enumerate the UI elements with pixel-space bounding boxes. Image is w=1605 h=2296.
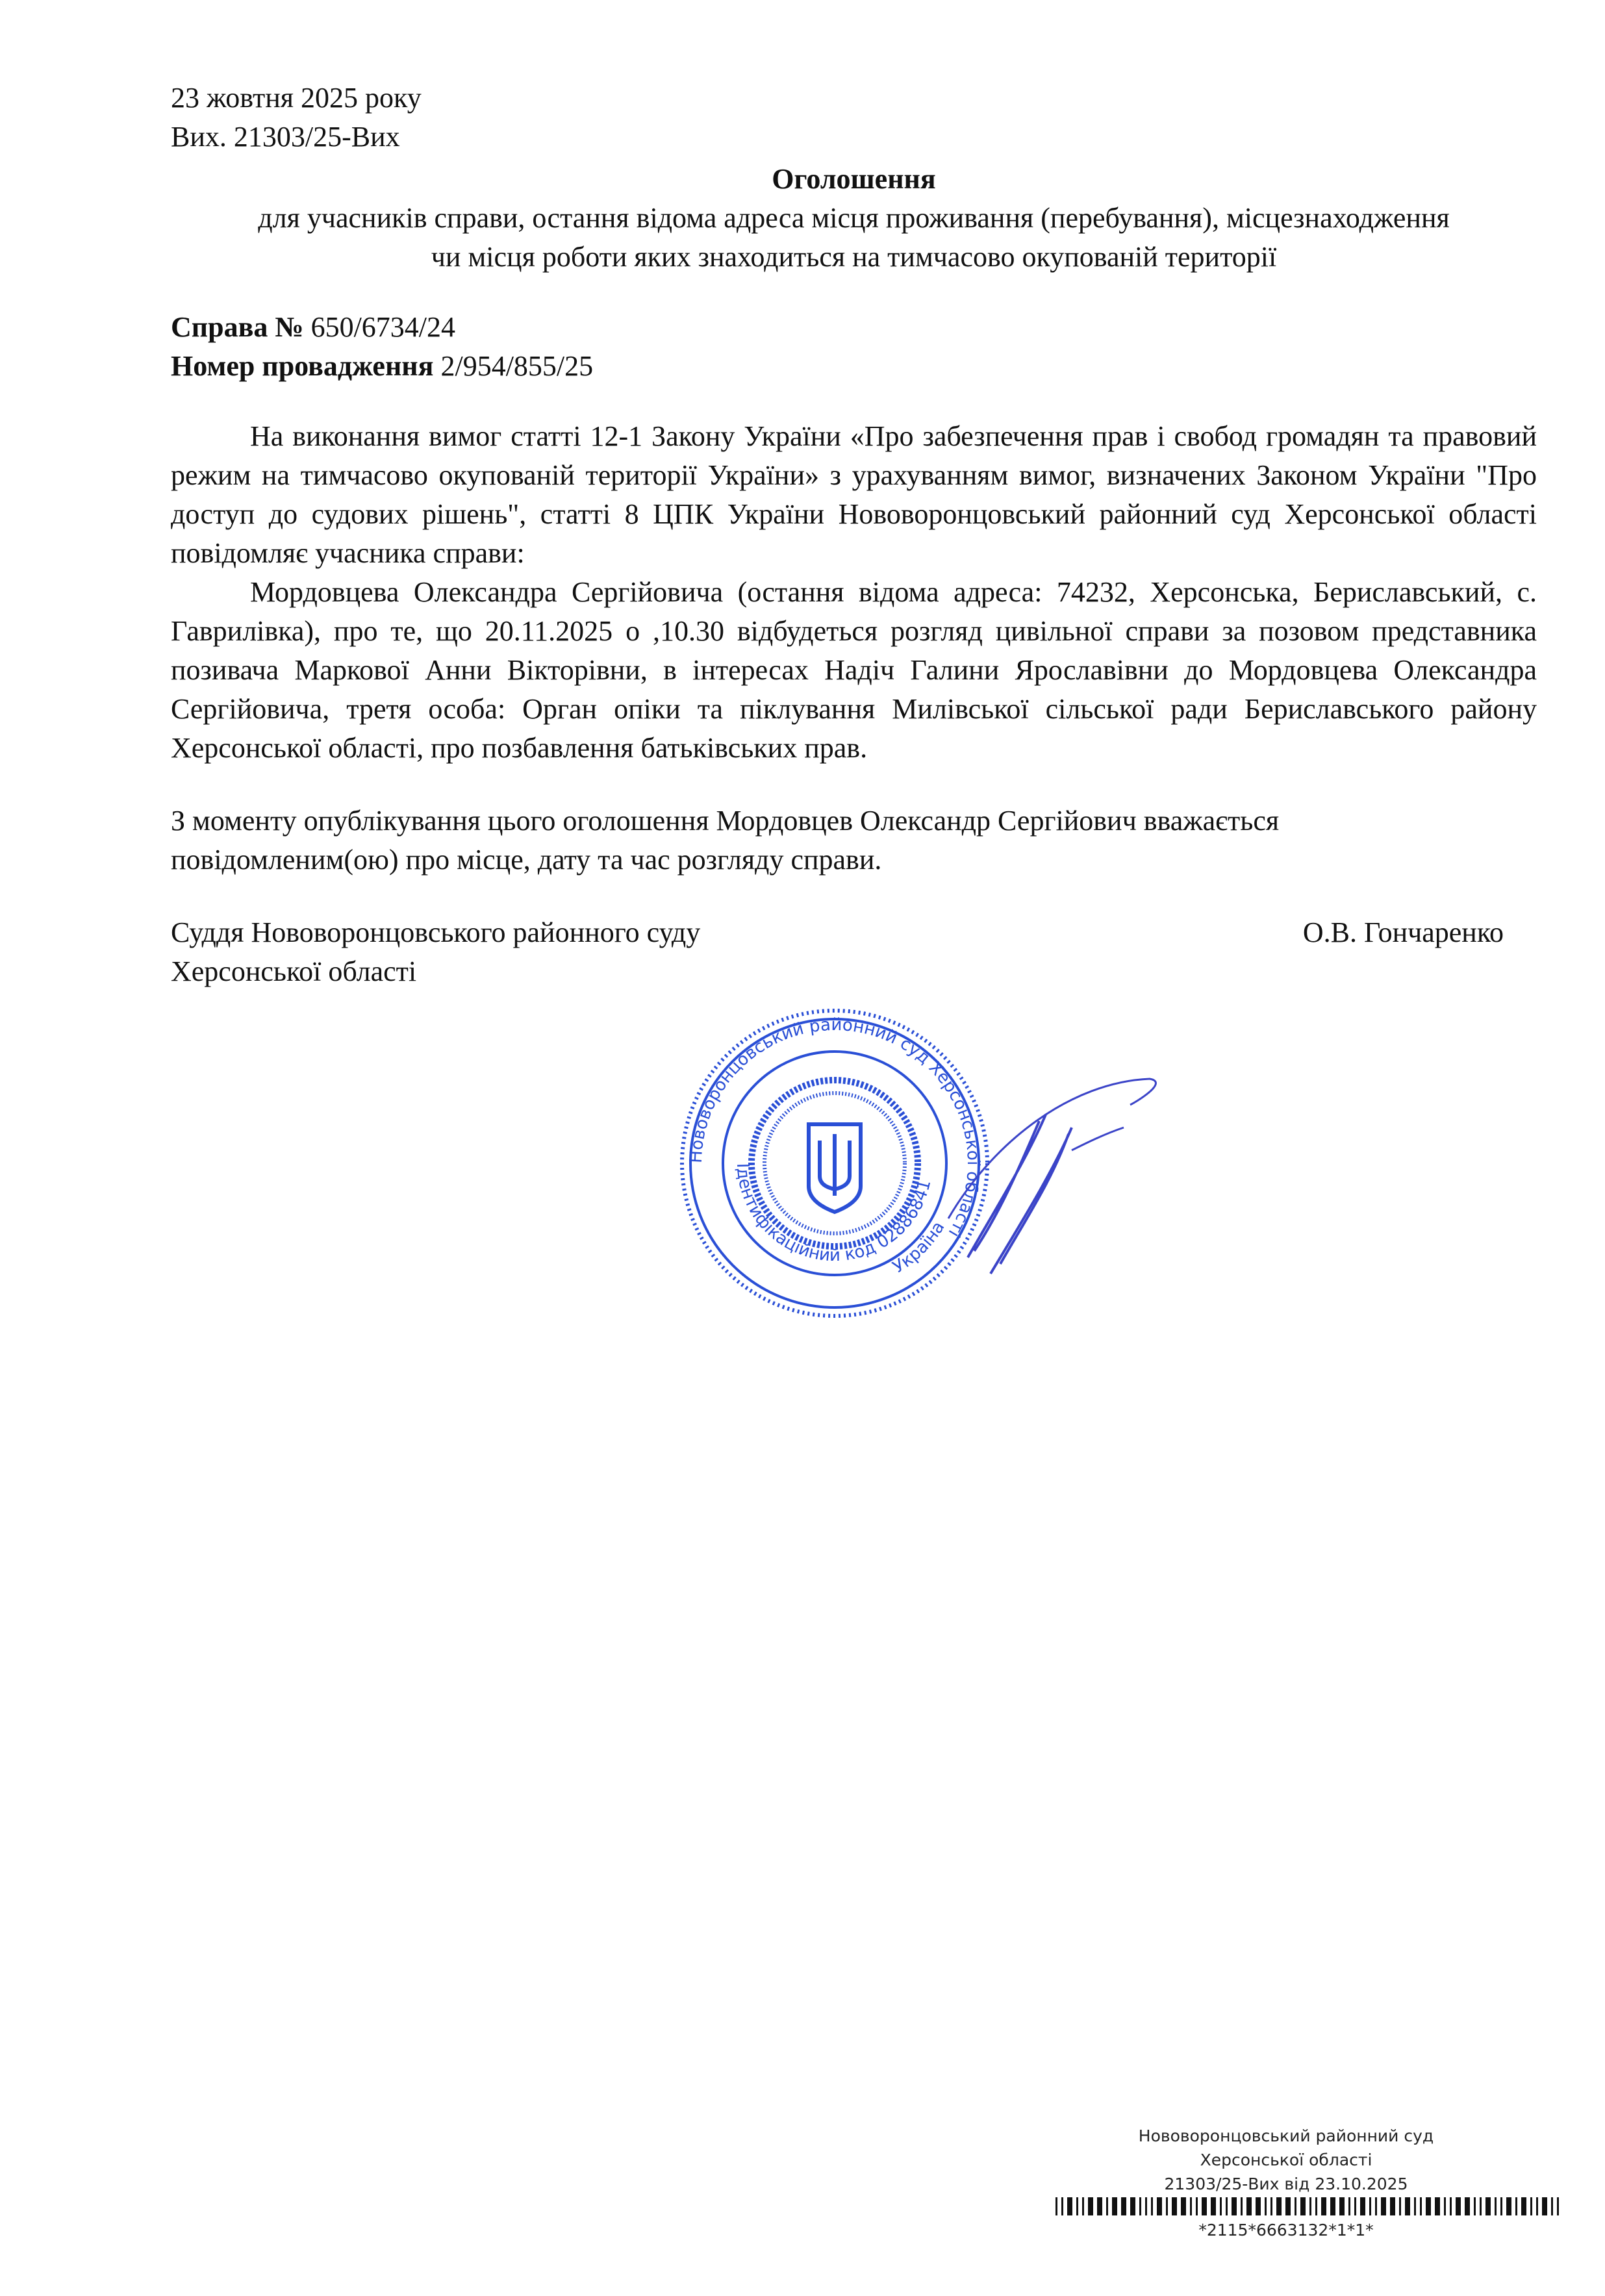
barcode-bar <box>1426 2197 1431 2215</box>
judge-name: О.В. Гончаренко <box>1302 916 1504 948</box>
barcode-bar <box>1500 2197 1502 2215</box>
case-label: Справа № <box>171 311 304 343</box>
proceeding-label: Номер провадження <box>171 350 434 382</box>
handwritten-signature <box>942 1043 1163 1277</box>
barcode-bar <box>1450 2197 1452 2215</box>
footer-court-name: Нововоронцовський районний суд <box>1138 2126 1434 2145</box>
barcode-bar <box>1515 2197 1517 2215</box>
barcode-bar <box>1145 2197 1147 2215</box>
document-body <box>171 79 1537 1342</box>
barcode-bar <box>1076 2197 1078 2215</box>
barcode-bar <box>1536 2197 1538 2215</box>
barcode-bar <box>1495 2197 1497 2215</box>
body-paragraph-1: На виконання вимог статті 12-1 Закону України «Про забезпечення прав і свобод громадян та правовий режим на тимчасово окупованій території України» з урахуванням вимог, визначених Законом України "Про доступ до судових рішень", статті 8 ЦПК України Нововоронцовський районний суд Херсонської області повідомляє учасника справи: <box>171 420 1537 569</box>
notice-line-1: З моменту опублікування цього оголошення Мордовцев Олександр Сергійович вважається <box>171 805 1280 837</box>
barcode-bar <box>1315 2197 1317 2215</box>
document-title: Оголошення <box>772 163 936 195</box>
barcode-bar <box>1106 2197 1108 2215</box>
subtitle-line-1: для учасників справи, остання відома адреса місця проживання (перебування), місцезнаходження <box>258 202 1450 234</box>
body-paragraph-2: Мордовцева Олександра Сергійовича (остання відома адреса: 74232, Херсонська, Бериславський, с. Гаврилівка), про те, що 20.11.2025 о ,10.30 відбудеться розгляд цивільної справи за позовом представника позивача Маркової Анни Вікторівни, в інтересах Надіч Галини Ярославівни до Мордовцева Олександра Сергійовича, третя особа: Орган опіки та піклування Милівської сільської ради Бериславського району Херсонської області, про позбавлення батьківських прав. <box>171 576 1537 764</box>
barcode-bar <box>1506 2197 1511 2215</box>
document-date: 23 жовтня 2025 року <box>171 82 422 114</box>
barcode-bar <box>1226 2197 1228 2215</box>
barcode-bar <box>1241 2197 1243 2215</box>
subtitle-line-2: чи місця роботи яких знаходиться на тимчасово окупованій території <box>431 241 1277 273</box>
barcode-bar <box>1480 2197 1482 2215</box>
stamp-country-text: Україна <box>889 1218 949 1278</box>
barcode-bar <box>1354 2197 1356 2215</box>
stamp-inner-text: Ідентифікаційний код 02886841 <box>732 1163 935 1266</box>
barcode-bar <box>1399 2197 1401 2215</box>
judge-position-line-1: Суддя Нововоронцовського районного суду <box>171 916 701 948</box>
barcode-bar <box>1542 2197 1547 2215</box>
barcode-bar <box>1139 2197 1141 2215</box>
seal-and-signature-area <box>171 1004 1537 1342</box>
barcode-bar <box>1557 2197 1559 2215</box>
barcode-bar <box>1151 2197 1153 2215</box>
barcode-bar <box>1211 2197 1216 2215</box>
proceeding-number-line <box>171 347 1537 386</box>
barcode-bar <box>1339 2197 1345 2215</box>
barcode-bar <box>1190 2197 1192 2215</box>
barcode-bar <box>1348 2197 1350 2215</box>
barcode-bar <box>1435 2197 1440 2215</box>
barcode-bar <box>1220 2197 1222 2215</box>
footer-reference: 21303/25-Вих від 23.10.2025 <box>1164 2175 1408 2193</box>
barcode-bar <box>1256 2197 1261 2215</box>
barcode-bar <box>1465 2197 1470 2215</box>
notice-line-2: повідомленим(ою) про місце, дату та час розгляду справи. <box>171 844 882 876</box>
barcode-bar <box>1456 2197 1461 2215</box>
barcode-bar <box>1202 2197 1207 2215</box>
case-number: 650/6734/24 <box>310 311 456 343</box>
barcode-bar <box>1405 2197 1410 2215</box>
barcode-bar <box>1321 2197 1326 2215</box>
barcode-bar <box>1474 2197 1476 2215</box>
barcode-bar <box>1360 2197 1365 2215</box>
signature-row <box>171 913 1537 952</box>
barcode-bar <box>1485 2197 1491 2215</box>
barcode-bar <box>1530 2197 1532 2215</box>
footer-region: Херсонської області <box>1200 2151 1372 2169</box>
barcode-bar <box>1300 2197 1306 2215</box>
barcode-bar <box>1444 2197 1446 2215</box>
barcode-bar <box>1309 2197 1311 2215</box>
barcode-bar <box>1055 2197 1057 2215</box>
proceeding-number: 2/954/855/25 <box>440 350 594 382</box>
barcode-bar <box>1551 2197 1553 2215</box>
judge-position-line-2: Херсонської області <box>171 955 417 987</box>
barcode-bar <box>1061 2197 1063 2215</box>
barcode-bar <box>1295 2197 1296 2215</box>
barcode-bar <box>1369 2197 1371 2215</box>
barcode-bar <box>1276 2197 1282 2215</box>
barcode-bar <box>1246 2197 1252 2215</box>
barcode-bar <box>1285 2197 1291 2215</box>
barcode-bar <box>1088 2197 1093 2215</box>
barcode-bar <box>1112 2197 1117 2215</box>
barcode-bar <box>1181 2197 1186 2215</box>
barcode-bar <box>1420 2197 1422 2215</box>
outgoing-number: Вих. 21303/25-Вих <box>171 121 400 153</box>
barcode-bar <box>1097 2197 1102 2215</box>
barcode-bar <box>1130 2197 1135 2215</box>
barcode-bar <box>1082 2197 1084 2215</box>
barcode-bar <box>1390 2197 1395 2215</box>
barcode-bar <box>1067 2197 1072 2215</box>
stamp-outer-text: Нововоронцовський районний суд Херсонської області <box>686 1015 983 1241</box>
barcode-bar <box>1121 2197 1126 2215</box>
document-barcode <box>1055 2197 1563 2215</box>
barcode-bar <box>1166 2197 1168 2215</box>
barcode-bar <box>1414 2197 1416 2215</box>
barcode-bar <box>1381 2197 1386 2215</box>
barcode-bar <box>1521 2197 1526 2215</box>
barcode-number: *2115*6663132*1*1* <box>1198 2221 1374 2239</box>
barcode-bar <box>1270 2197 1272 2215</box>
trident-coat-of-arms-icon <box>809 1124 861 1212</box>
barcode-bar <box>1157 2197 1162 2215</box>
barcode-bar <box>1196 2197 1198 2215</box>
barcode-bar <box>1375 2197 1377 2215</box>
barcode-bar <box>1330 2197 1335 2215</box>
barcode-bar <box>1232 2197 1237 2215</box>
barcode-bar <box>1172 2197 1177 2215</box>
case-number-line <box>171 308 1537 347</box>
barcode-bar <box>1265 2197 1267 2215</box>
